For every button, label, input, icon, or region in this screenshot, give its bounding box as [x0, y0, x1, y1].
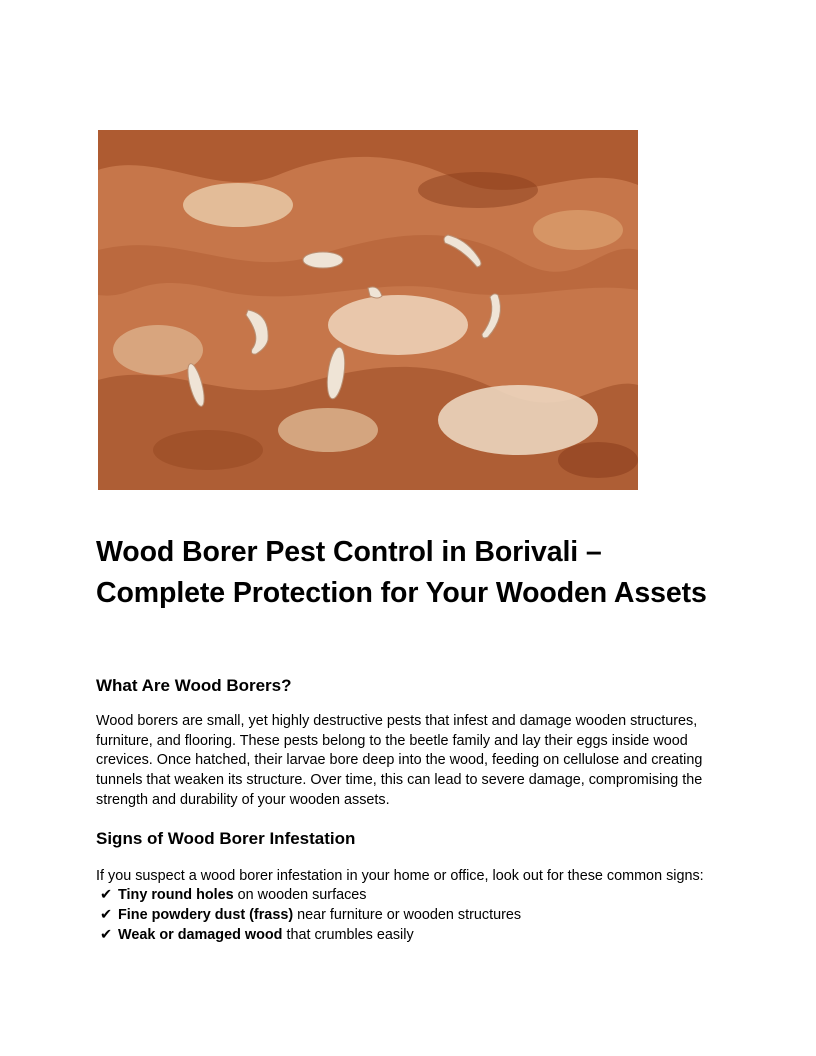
list-item	[100, 906, 521, 926]
check-icon: ✔	[100, 887, 113, 903]
signs-checklist	[100, 886, 521, 945]
list-item-text: near furniture or wooden structures	[293, 906, 522, 923]
check-icon: ✔	[100, 906, 113, 923]
section-heading-what-are-wood-borers: What Are Wood Borers?	[96, 676, 292, 695]
section-heading-signs-of-infestation: Signs of Wood Borer Infestation	[96, 829, 356, 848]
page-title: Wood Borer Pest Control in Borivali – Complete Protection for Your Wooden Assets	[96, 536, 707, 609]
list-item-bold: Weak or damaged wood	[118, 926, 283, 943]
signs-intro: If you suspect a wood borer infestation in your home or office, look out for these common signs:	[96, 868, 704, 884]
list-item-bold: Tiny round holes	[118, 887, 234, 903]
section-paragraph: Wood borers are small, yet highly destructive pests that infest and damage wooden structures, furniture, and flooring. These pests belong to the beetle family and lay their eggs inside wood crevices. Once hatched, their larvae bore deep into the wood, feeding on cellulose and creating tunnels that weaken its structure. Over time, this can lead to severe damage, compromising the strength and durability of your wooden assets.	[96, 713, 703, 808]
check-icon: ✔	[100, 926, 113, 943]
list-item	[100, 886, 521, 906]
list-item-text: that crumbles easily	[282, 926, 414, 943]
list-item	[100, 926, 521, 946]
hero-image	[98, 130, 638, 490]
list-item-bold: Fine powdery dust (frass)	[118, 906, 294, 923]
list-item-text: on wooden surfaces	[233, 887, 367, 903]
